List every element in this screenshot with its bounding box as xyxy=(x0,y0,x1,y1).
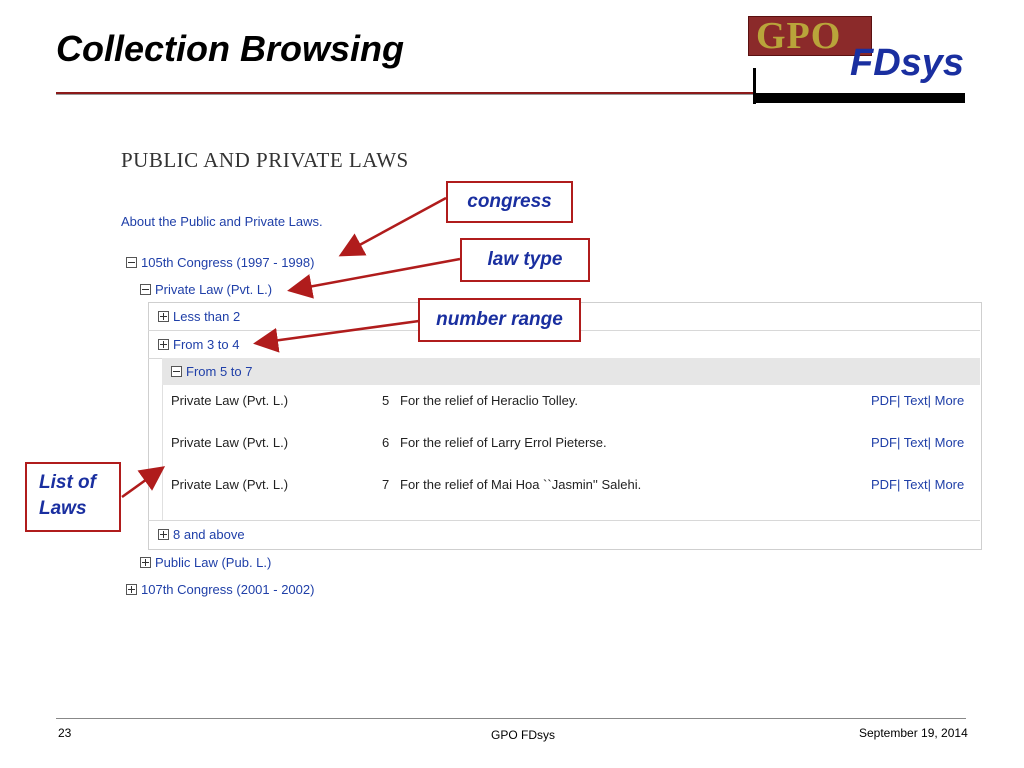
law-title: For the relief of Larry Errol Pieterse. xyxy=(400,435,607,450)
pdf-link[interactable]: PDF| xyxy=(871,435,901,450)
law-title: For the relief of Mai Hoa ``Jasmin'' Salehi. xyxy=(400,477,642,492)
text-link[interactable]: Text| xyxy=(903,435,931,450)
list-of-laws-arrow xyxy=(122,469,161,497)
pdf-link[interactable]: PDF| xyxy=(871,477,901,492)
law-type: Private Law (Pvt. L.) xyxy=(171,435,289,450)
page-heading: PUBLIC AND PRIVATE LAWS xyxy=(121,148,409,172)
tree-node-label: From 3 to 4 xyxy=(173,337,240,352)
tree-node-label: Less than 2 xyxy=(173,309,241,324)
more-link[interactable]: More xyxy=(934,393,965,408)
page-number: 23 xyxy=(58,726,72,740)
tree-node-label: 107th Congress (2001 - 2002) xyxy=(141,582,315,597)
callout-line: List of xyxy=(39,472,96,493)
footer-date: September 19, 2014 xyxy=(859,726,968,740)
law-number: 5 xyxy=(382,393,390,408)
law-title: For the relief of Heraclio Tolley. xyxy=(400,393,578,408)
number-range-arrow xyxy=(258,321,419,343)
tree-node-label: Public Law (Pub. L.) xyxy=(155,555,272,570)
gpo-logo: GPO xyxy=(756,15,842,57)
text-link[interactable]: Text| xyxy=(903,393,931,408)
law-type-arrow xyxy=(292,259,460,290)
fdsys-logo: FDsys xyxy=(850,42,965,84)
footer-title: GPO FDsys xyxy=(491,728,556,742)
callout-list-of-laws xyxy=(25,462,121,532)
more-link[interactable]: More xyxy=(934,435,965,450)
footer-divider xyxy=(56,718,966,719)
pdf-link[interactable]: PDF| xyxy=(871,393,901,408)
slide-title: Collection Browsing xyxy=(56,28,405,69)
callout-line: Laws xyxy=(39,498,87,519)
callout-number-range: number range xyxy=(418,298,581,342)
tree-node-label: Private Law (Pvt. L.) xyxy=(155,282,273,297)
tree-node-label: 8 and above xyxy=(173,527,245,542)
congress-arrow xyxy=(343,198,446,254)
law-number: 7 xyxy=(382,477,390,492)
more-link[interactable]: More xyxy=(934,477,965,492)
law-type: Private Law (Pvt. L.) xyxy=(171,393,289,408)
law-type: Private Law (Pvt. L.) xyxy=(171,477,289,492)
tree-node-label: From 5 to 7 xyxy=(186,364,253,379)
text-link[interactable]: Text| xyxy=(903,477,931,492)
callout-congress: congress xyxy=(446,181,573,223)
tree-node-label: 105th Congress (1997 - 1998) xyxy=(141,255,315,270)
callout-law-type: law type xyxy=(460,238,590,282)
law-number: 6 xyxy=(382,435,390,450)
about-link[interactable]: About the Public and Private Laws. xyxy=(121,214,323,229)
